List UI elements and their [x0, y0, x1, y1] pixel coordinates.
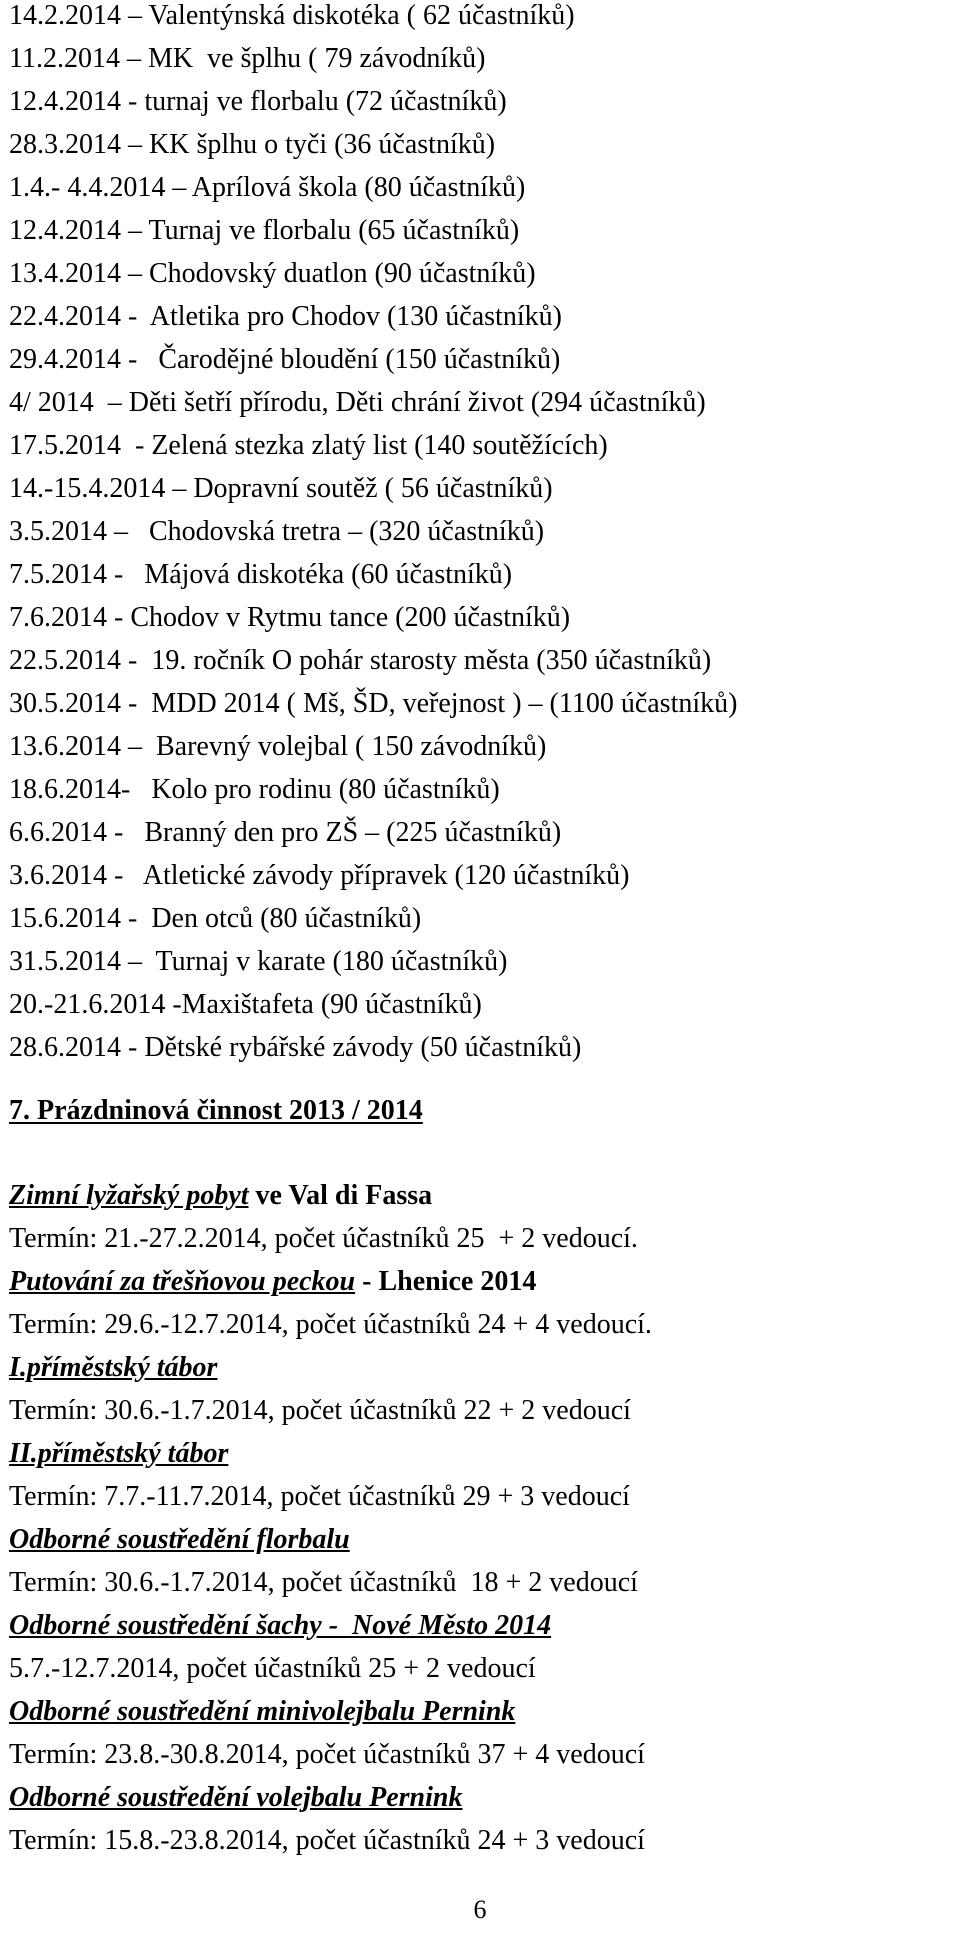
- camp-detail: Termín: 30.6.-1.7.2014, počet účastníků 22 + 2 vedoucí: [9, 1395, 631, 1426]
- event-line: 3.5.2014 – Chodovská tretra – (320 účastníků): [9, 516, 545, 547]
- event-line: 31.5.2014 – Turnaj v karate (180 účastníků): [9, 946, 508, 977]
- section-number: 7.: [9, 1095, 30, 1126]
- event-line: 11.2.2014 – MK ve šplhu ( 79 závodníků): [9, 43, 486, 74]
- event-line: 12.4.2014 – Turnaj ve florbalu (65 účastníků): [9, 215, 520, 246]
- event-line: 4/ 2014 – Děti šetří přírodu, Děti chrání život (294 účastníků): [9, 387, 706, 418]
- event-line: 30.5.2014 - MDD 2014 ( Mš, ŠD, veřejnost ) – (1100 účastníků): [9, 688, 738, 719]
- event-line: 12.4.2014 - turnaj ve florbalu (72 účastníků): [9, 86, 507, 117]
- event-line: 17.5.2014 - Zelená stezka zlatý list (140 soutěžících): [9, 430, 608, 461]
- camp-detail: Termín: 21.-27.2.2014, počet účastníků 25 + 2 vedoucí.: [9, 1223, 638, 1254]
- camp-title: Putování za třešňovou peckou - Lhenice 2014: [9, 1266, 537, 1297]
- camp-title: Odborné soustředění minivolejbalu Pernink: [9, 1696, 516, 1727]
- event-line: 28.6.2014 - Dětské rybářské závody (50 účastníků): [9, 1032, 582, 1063]
- event-line: 6.6.2014 - Branný den pro ZŠ – (225 účastníků): [9, 817, 562, 848]
- camp-detail: Termín: 7.7.-11.7.2014, počet účastníků 29 + 3 vedoucí: [9, 1481, 630, 1512]
- event-line: 15.6.2014 - Den otců (80 účastníků): [9, 903, 422, 934]
- event-line: 14.2.2014 – Valentýnská diskotéka ( 62 účastníků): [9, 0, 575, 31]
- camp-title: Odborné soustředění šachy - Nové Město 2014: [9, 1610, 552, 1641]
- camp-detail: 5.7.-12.7.2014, počet účastníků 25 + 2 vedoucí: [9, 1653, 536, 1684]
- event-line: 7.5.2014 - Májová diskotéka (60 účastníků): [9, 559, 513, 590]
- camp-title: Zimní lyžařský pobyt ve Val di Fassa: [9, 1180, 433, 1211]
- camp-title: I.příměstský tábor: [9, 1352, 218, 1383]
- event-line: 7.6.2014 - Chodov v Rytmu tance (200 účastníků): [9, 602, 571, 633]
- camp-detail: Termín: 15.8.-23.8.2014, počet účastníků 24 + 3 vedoucí: [9, 1825, 645, 1856]
- camp-title: II.příměstský tábor: [9, 1438, 229, 1469]
- event-line: 28.3.2014 – KK šplhu o tyči (36 účastníků): [9, 129, 496, 160]
- event-line: 3.6.2014 - Atletické závody přípravek (120 účastníků): [9, 860, 630, 891]
- camp-detail: Termín: 23.8.-30.8.2014, počet účastníků 37 + 4 vedoucí: [9, 1739, 645, 1770]
- event-line: 22.5.2014 - 19. ročník O pohár starosty města (350 účastníků): [9, 645, 712, 676]
- event-line: 18.6.2014- Kolo pro rodinu (80 účastníků): [9, 774, 500, 805]
- event-line: 1.4.- 4.4.2014 – Aprílová škola (80 účastníků): [9, 172, 526, 203]
- event-line: 29.4.2014 - Čarodějné bloudění (150 účastníků): [9, 344, 561, 375]
- camp-detail: Termín: 29.6.-12.7.2014, počet účastníků 24 + 4 vedoucí.: [9, 1309, 652, 1340]
- section-title: Prázdninová činnost 2013 / 2014: [30, 1095, 423, 1126]
- camp-title: Odborné soustředění volejbalu Pernink: [9, 1782, 463, 1813]
- event-line: 14.-15.4.2014 – Dopravní soutěž ( 56 účastníků): [9, 473, 553, 504]
- section-heading: [9, 1090, 423, 1132]
- camp-title: Odborné soustředění florbalu: [9, 1524, 350, 1555]
- page-number: 6: [473, 1895, 487, 1924]
- event-line: 22.4.2014 - Atletika pro Chodov (130 účastníků): [9, 301, 562, 332]
- event-line: 13.4.2014 – Chodovský duatlon (90 účastníků): [9, 258, 536, 289]
- event-line: 20.-21.6.2014 -Maxištafeta (90 účastníků): [9, 989, 482, 1020]
- camp-detail: Termín: 30.6.-1.7.2014, počet účastníků 18 + 2 vedoucí: [9, 1567, 638, 1598]
- event-line: 13.6.2014 – Barevný volejbal ( 150 závodníků): [9, 731, 547, 762]
